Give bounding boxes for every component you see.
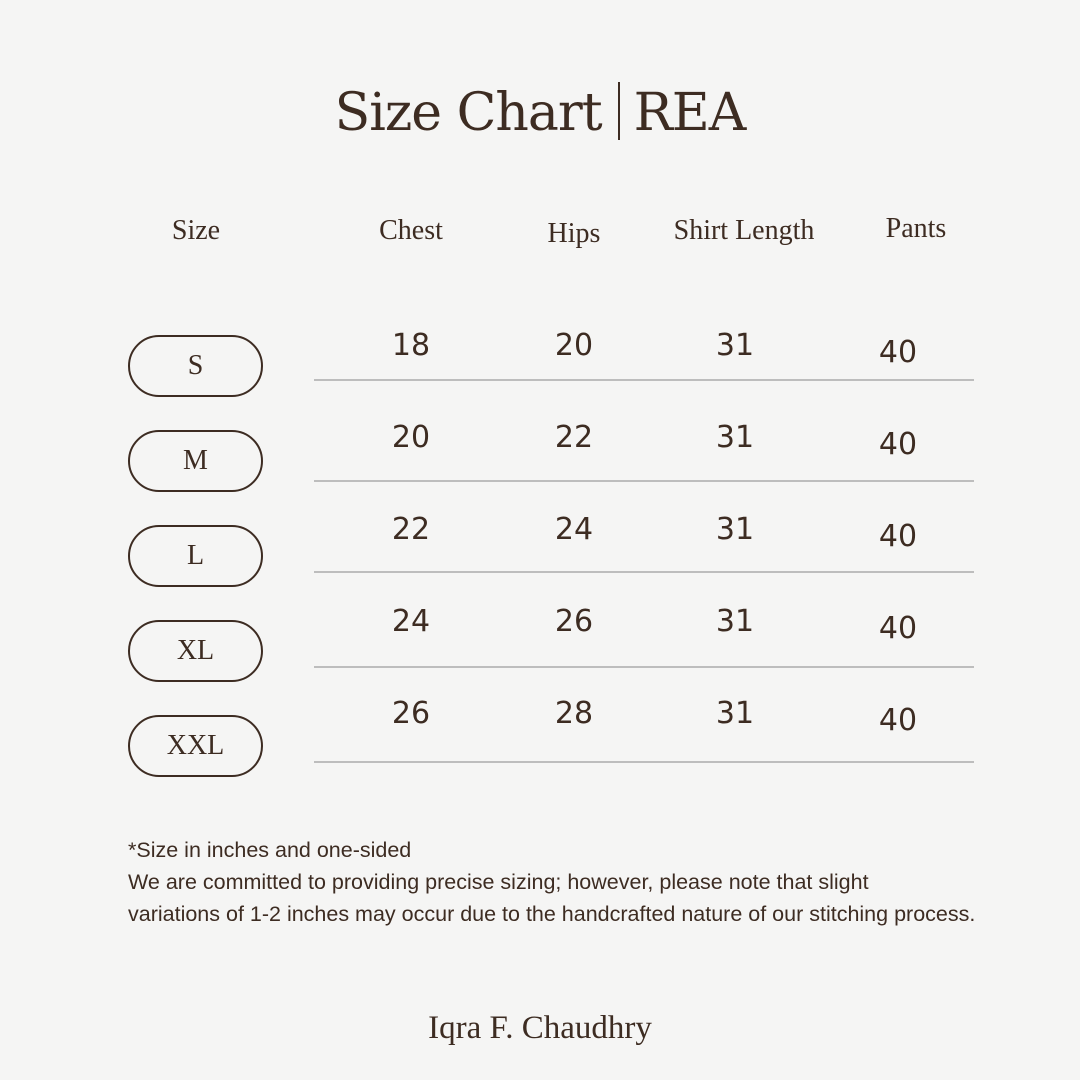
header-size: Size [171,215,221,246]
row-divider [314,379,974,381]
pants-value: 40 [878,519,918,554]
shirt-length-value: 31 [715,696,755,731]
note-disclaimer-line-1: We are committed to providing precise sizing; however, please note that slight [128,870,869,894]
pants-value: 40 [878,703,918,738]
header-shirt-length: Shirt Length [673,215,815,246]
header-chest: Chest [379,215,443,246]
pants-value: 40 [878,427,918,462]
header-pants: Pants [885,213,947,244]
chest-value: 24 [391,604,431,639]
note-units: *Size in inches and one-sided [128,838,412,862]
size-pill-xxl: XXL [128,715,263,777]
chest-value: 20 [391,420,431,455]
row-divider [314,571,974,573]
size-pill-m: M [128,430,263,492]
note-disclaimer-line-2: variations of 1-2 inches may occur due to the handcrafted nature of our stitching process. [128,902,976,926]
title-main: Size Chart [334,83,602,143]
page-title [0,82,1080,143]
hips-value: 20 [554,328,594,363]
size-pill-xl: XL [128,620,263,682]
chest-value: 22 [391,512,431,547]
pants-value: 40 [878,335,918,370]
designer-signature: Iqra F. Chaudhry [428,1010,652,1046]
hips-value: 28 [554,696,594,731]
size-pill-l: L [128,525,263,587]
size-pill-s: S [128,335,263,397]
shirt-length-value: 31 [715,328,755,363]
shirt-length-value: 31 [715,604,755,639]
chest-value: 26 [391,696,431,731]
title-brand: REA [633,83,746,143]
shirt-length-value: 31 [715,420,755,455]
hips-value: 22 [554,420,594,455]
header-hips: Hips [547,218,601,249]
chest-value: 18 [391,328,431,363]
row-divider [314,480,974,482]
row-divider [314,666,974,668]
sizing-notes [128,834,1028,930]
shirt-length-value: 31 [715,512,755,547]
hips-value: 24 [554,512,594,547]
row-divider [314,761,974,763]
title-divider [618,82,620,140]
pants-value: 40 [878,611,918,646]
hips-value: 26 [554,604,594,639]
